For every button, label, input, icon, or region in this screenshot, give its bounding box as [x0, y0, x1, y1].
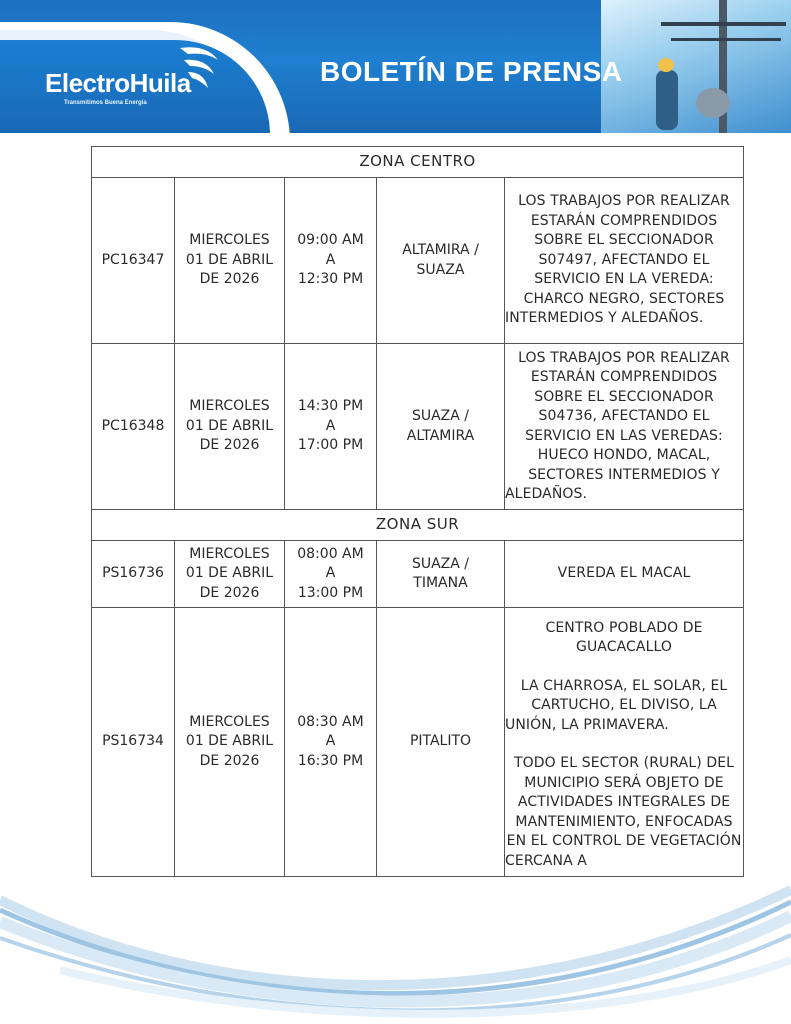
time-line: 13:00 PM	[297, 584, 364, 601]
circuit-code: PS16734	[92, 608, 175, 877]
place-cell	[377, 344, 505, 510]
time-line: A	[325, 733, 336, 750]
time-line: 14:30 PM	[297, 398, 364, 415]
place-cell	[377, 178, 505, 344]
date-line: DE 2026	[199, 584, 260, 601]
banner-photo	[601, 0, 791, 133]
place-line: SUAZA /	[411, 555, 470, 572]
place-line: TIMANA	[413, 575, 468, 591]
description-text: TODO EL SECTOR (RURAL) DEL MUNICIPIO SERÁ OBJETO DE ACTIVIDADES INTEGRALES DE MANTENIMIENTO, ENFOCADAS EN EL CONTROL DE VEGETACIÓN CERCANA A	[505, 755, 742, 869]
time-cell	[285, 178, 377, 344]
time-line: 09:00 AM	[297, 232, 364, 249]
footer-wave-decoration	[0, 880, 791, 1024]
description-cell	[505, 541, 744, 608]
header-banner	[0, 0, 791, 133]
time-line: 17:00 PM	[297, 437, 364, 454]
date-cell	[175, 178, 285, 344]
description-heading: CENTRO POBLADO DE GUACACALLO	[545, 619, 703, 656]
place-line: ALTAMIRA /	[402, 242, 479, 258]
time-line: A	[325, 565, 336, 582]
circuit-code: PC16348	[92, 344, 175, 510]
description-cell	[505, 608, 744, 877]
table-row	[92, 608, 744, 877]
zone-title: ZONA CENTRO	[92, 147, 744, 178]
brand-name: ElectroHuila	[45, 68, 191, 98]
date-line: MIERCOLES	[189, 545, 270, 562]
zone-title: ZONA SUR	[92, 510, 744, 541]
outage-schedule-table	[91, 146, 744, 877]
bulletin-title: BOLETÍN DE PRENSA	[320, 56, 623, 87]
time-cell	[285, 541, 377, 608]
place-line: SUAZA	[416, 261, 465, 278]
place-cell	[377, 608, 505, 877]
date-line: 01 DE ABRIL	[185, 417, 274, 434]
date-line: 01 DE ABRIL	[185, 251, 274, 268]
description-text: VEREDA EL MACAL	[557, 565, 691, 582]
date-cell	[175, 608, 285, 877]
date-line: DE 2026	[199, 437, 260, 454]
date-line: MIERCOLES	[189, 713, 270, 730]
place-line: ALTAMIRA	[406, 427, 475, 444]
time-cell	[285, 608, 377, 877]
time-cell	[285, 344, 377, 510]
table-row	[92, 178, 744, 344]
date-cell	[175, 541, 285, 608]
place-cell	[377, 541, 505, 608]
time-line: 16:30 PM	[297, 752, 364, 769]
time-line: 08:00 AM	[297, 545, 364, 562]
time-line: 08:30 AM	[297, 713, 364, 730]
place-line: SUAZA /	[411, 408, 470, 424]
date-line: MIERCOLES	[189, 398, 270, 415]
place-line: PITALITO	[409, 733, 472, 750]
description-cell	[505, 178, 744, 344]
time-line: A	[325, 251, 336, 268]
date-line: DE 2026	[199, 752, 260, 769]
zone-header-row	[92, 147, 744, 178]
brand-tagline: Transmitimos Buena Energía	[64, 100, 147, 106]
circuit-code: PC16347	[92, 178, 175, 344]
date-line: MIERCOLES	[189, 232, 270, 249]
description-text: LOS TRABAJOS POR REALIZAR ESTARÁN COMPRENDIDOS SOBRE EL SECCIONADOR S07497, AFECTANDO EL SERVICIO EN LA VEREDA: CHARCO NEGRO, SECTORES INTERMEDIOS Y ALEDAÑOS.	[505, 193, 730, 327]
table-row	[92, 344, 744, 510]
date-line: DE 2026	[199, 271, 260, 288]
date-cell	[175, 344, 285, 510]
circuit-code: PS16736	[92, 541, 175, 608]
time-line: 12:30 PM	[297, 271, 364, 288]
description-text: LOS TRABAJOS POR REALIZAR ESTARÁN COMPRENDIDOS SOBRE EL SECCIONADOR S04736, AFECTANDO EL SERVICIO EN LAS VEREDAS: HUECO HONDO, MACAL, SECTORES INTERMEDIOS Y ALEDAÑOS.	[505, 349, 730, 502]
table-row	[92, 541, 744, 608]
description-text: LA CHARROSA, EL SOLAR, EL CARTUCHO, EL DIVISO, LA UNIÓN, LA PRIMAVERA.	[505, 677, 728, 733]
time-line: A	[325, 417, 336, 434]
description-cell	[505, 344, 744, 510]
zone-header-row	[92, 510, 744, 541]
date-line: 01 DE ABRIL	[185, 733, 274, 750]
date-line: 01 DE ABRIL	[185, 565, 274, 582]
